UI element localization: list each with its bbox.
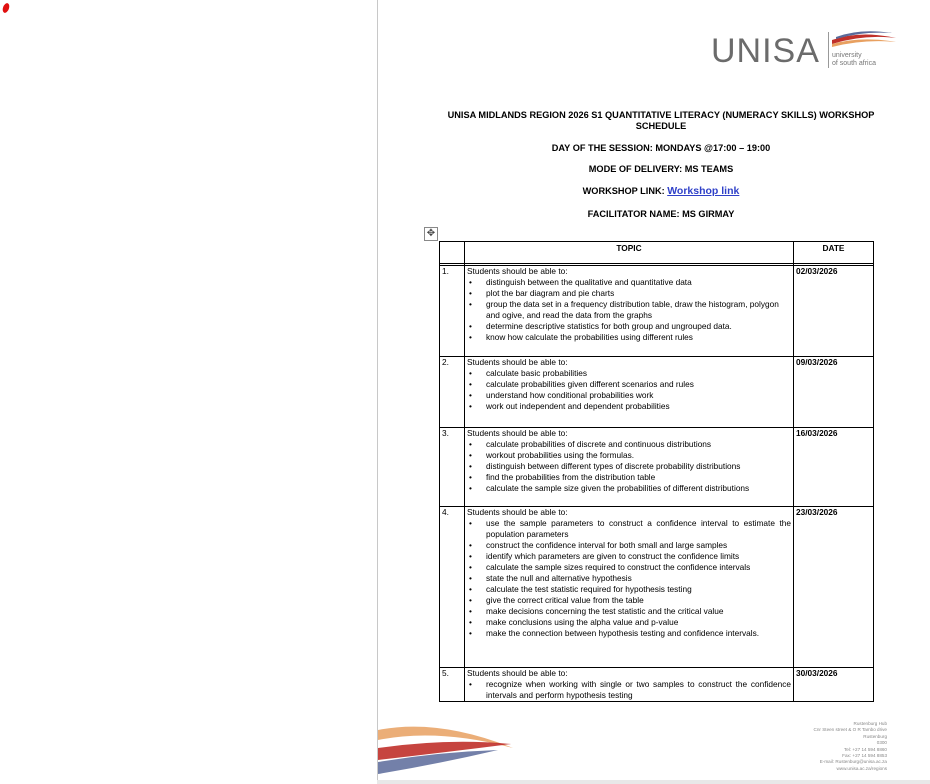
- header-date: DATE: [794, 242, 874, 264]
- table-header-row: [440, 242, 874, 264]
- table-move-handle-icon[interactable]: ✥: [424, 227, 438, 241]
- list-item: • calculate basic probabilities: [486, 368, 791, 379]
- row-topic: [465, 668, 794, 702]
- row-topic: [465, 507, 794, 668]
- red-cursor-icon: [1, 2, 10, 13]
- list-item: • group the data set in a frequency distribution table, draw the histogram, polygon and ogive, and read the data from the graphs: [486, 299, 791, 321]
- list-item: • construct the confidence interval for both small and large samples: [486, 540, 791, 551]
- schedule-table: [439, 241, 874, 702]
- page-bottom-edge: [377, 780, 930, 784]
- list-item: • calculate the sample size given the probabilities of different distributions: [486, 483, 791, 494]
- logo-subtitle: university of south africa: [832, 52, 876, 67]
- row-number: 2.: [440, 357, 465, 428]
- table-row: [440, 428, 874, 507]
- topic-list: [467, 518, 791, 639]
- list-item: • make the connection between hypothesis testing and confidence intervals.: [486, 628, 791, 639]
- row-topic: [465, 266, 794, 357]
- row-intro: Students should be able to:: [467, 428, 568, 438]
- logo-divider: [828, 32, 829, 68]
- row-date: 02/03/2026: [794, 266, 874, 357]
- left-margin-area: [0, 0, 377, 784]
- document-title: UNISA MIDLANDS REGION 2026 S1 QUANTITATIVE LITERACY (NUMERACY SKILLS) WORKSHOP SCHEDULE: [447, 110, 875, 131]
- list-item: • calculate the sample sizes required to construct the confidence intervals: [486, 562, 791, 573]
- table-row: [440, 668, 874, 702]
- row-intro: Students should be able to:: [467, 507, 568, 517]
- facilitator-name: FACILITATOR NAME: MS GIRMAY: [587, 209, 735, 219]
- list-item: • use the sample parameters to construct a confidence interval to estimate the population parameters: [486, 518, 791, 540]
- list-item: • determine descriptive statistics for both group and ungrouped data.: [486, 321, 791, 332]
- topic-list: [467, 368, 791, 412]
- list-item: • calculate probabilities of discrete and continuous distributions: [486, 439, 791, 450]
- workshop-link[interactable]: Workshop link: [667, 185, 740, 197]
- list-item: • calculate the test statistic required for hypothesis testing: [486, 584, 791, 595]
- row-date: 09/03/2026: [794, 357, 874, 428]
- workshop-link-line: [440, 186, 882, 197]
- list-item: • plot the bar diagram and pie charts: [486, 288, 791, 299]
- list-item: • distinguish between different types of discrete probability distributions: [486, 461, 791, 472]
- list-item: • find the probabilities from the distribution table: [486, 472, 791, 483]
- list-item: • state the null and alternative hypothesis: [486, 573, 791, 584]
- list-item: • work out independent and dependent probabilities: [486, 401, 791, 412]
- delivery-mode: MODE OF DELIVERY: MS TEAMS: [588, 164, 734, 174]
- list-item: • understand how conditional probabilities work: [486, 390, 791, 401]
- topic-list: [467, 439, 791, 494]
- row-number: 1.: [440, 266, 465, 357]
- list-item: • workout probabilities using the formulas.: [486, 450, 791, 461]
- list-item: • make decisions concerning the test statistic and the critical value: [486, 606, 791, 617]
- row-topic: [465, 428, 794, 507]
- row-date: 23/03/2026: [794, 507, 874, 668]
- row-date: 16/03/2026: [794, 428, 874, 507]
- table-row: [440, 266, 874, 357]
- session-day: DAY OF THE SESSION: MONDAYS @17:00 – 19:00: [551, 143, 771, 153]
- row-number: 3.: [440, 428, 465, 507]
- logo-wordmark: UNISA: [711, 32, 820, 70]
- header-number-cell: [440, 242, 465, 264]
- footer-swoosh-icon: [378, 718, 513, 780]
- list-item: • give the correct critical value from the table: [486, 595, 791, 606]
- row-number: 5.: [440, 668, 465, 702]
- row-intro: Students should be able to:: [467, 668, 568, 678]
- list-item: • recognize when working with single or two samples to construct the confidence intervals and perform hypothesis testing: [486, 679, 791, 701]
- workshop-link-label: WORKSHOP LINK:: [582, 186, 668, 196]
- document-page: [377, 0, 930, 784]
- unisa-logo: [711, 30, 896, 72]
- row-intro: Students should be able to:: [467, 266, 568, 276]
- footer-address: Rustenburg Hub Cnr Steen street & O R Tambo drive Rustenburg 0300 Tel: +27 14 594 8860 Fax: +27 14 594 8853 E-mail: Rustenburg@unisa.ac.za www.unisa.ac.za/regions: [813, 721, 887, 771]
- topic-list: [467, 679, 791, 701]
- row-number: 4.: [440, 507, 465, 668]
- list-item: • know how calculate the probabilities using different rules: [486, 332, 791, 343]
- list-item: • calculate probabilities given different scenarios and rules: [486, 379, 791, 390]
- logo-swoosh-icon: [830, 30, 898, 52]
- list-item: • distinguish between the qualitative and quantitative data: [486, 277, 791, 288]
- header-topic: TOPIC: [465, 242, 794, 264]
- row-intro: Students should be able to:: [467, 357, 568, 367]
- table-row: [440, 357, 874, 428]
- list-item: • identify which parameters are given to construct the confidence limits: [486, 551, 791, 562]
- row-date: 30/03/2026: [794, 668, 874, 702]
- table-row: [440, 507, 874, 668]
- topic-list: [467, 277, 791, 343]
- list-item: • make conclusions using the alpha value and p-value: [486, 617, 791, 628]
- row-topic: [465, 357, 794, 428]
